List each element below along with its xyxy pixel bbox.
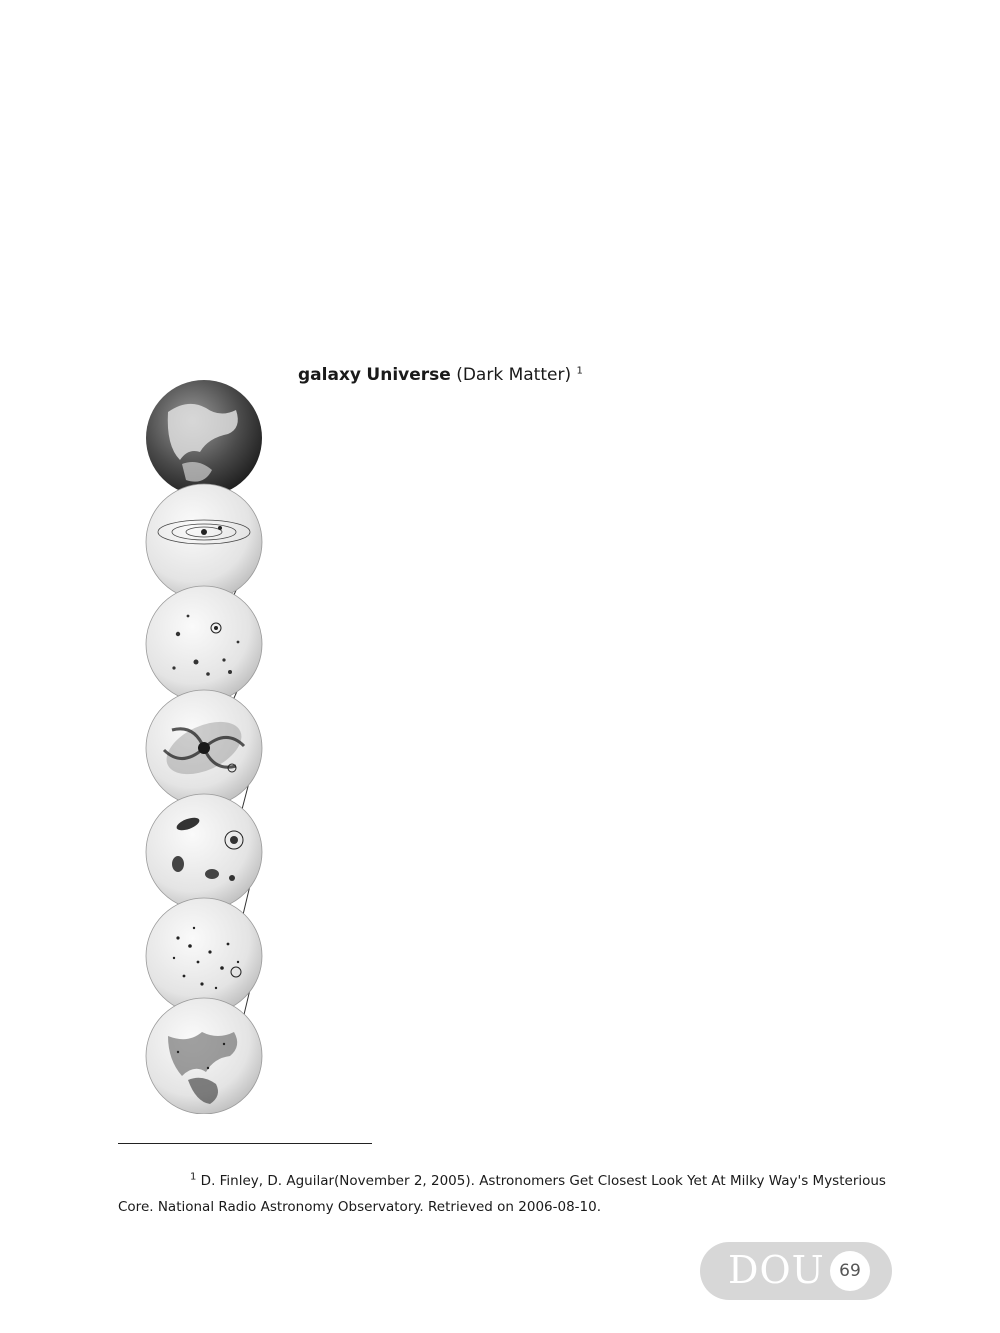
page-number: 69	[830, 1251, 870, 1291]
observable-universe-panel	[146, 998, 262, 1114]
dark-matter-term: Dark Matter	[462, 365, 565, 385]
supercluster-panel	[146, 898, 262, 1014]
universe-scale-figure	[138, 372, 270, 1114]
footnote-divider	[118, 1143, 372, 1144]
footnote-marker: 1	[190, 1171, 197, 1183]
brand-logo: DOU	[728, 1248, 825, 1292]
universe-scale-illustration	[138, 372, 270, 1114]
footnote-text: D. Finley, D. Aguilar(November 2, 2005). Astronomers Get Closest Look Yet At Milky Way's Mysterious Core. National Radio Astronomy Observatory. Retrieved on 2006-08-10.	[118, 1173, 886, 1215]
local-group-panel	[146, 794, 262, 910]
footnote-ref[interactable]: 1	[576, 365, 583, 377]
galaxy-panel	[146, 690, 262, 806]
figure-side-paragraph: galaxy Universe (Dark Matter) $^1$	[298, 365, 583, 385]
universe-term: Universe	[366, 365, 451, 385]
page-badge	[700, 1242, 892, 1300]
galaxy-term: galaxy	[298, 365, 361, 385]
earth-panel	[146, 380, 262, 496]
footnote	[118, 1168, 908, 1220]
star-neighbourhood-panel	[146, 586, 262, 702]
solar-system-panel	[146, 484, 262, 600]
